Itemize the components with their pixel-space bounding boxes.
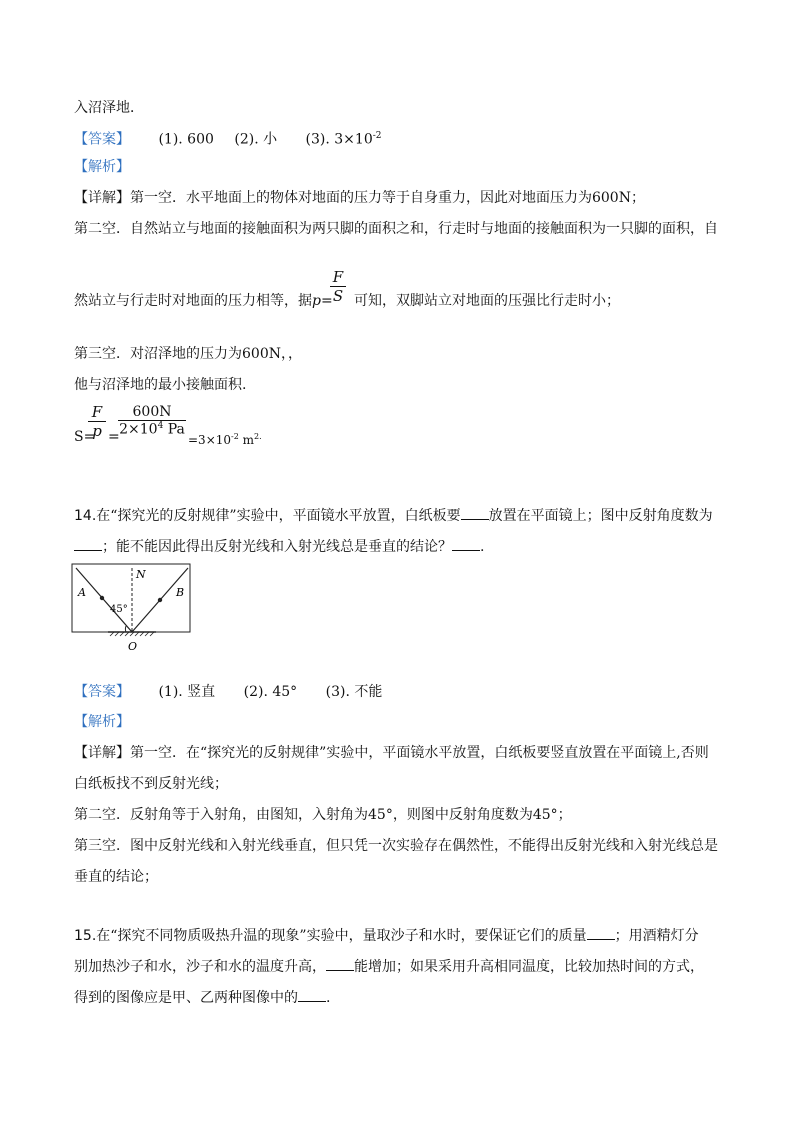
formula-prefix: p= — [312, 293, 333, 309]
detail-tag: 【详解】 — [74, 190, 130, 206]
answer-tag: 【答案】 — [74, 131, 130, 148]
detail-line: 垂直的结论； — [74, 869, 158, 885]
answer-blank — [461, 507, 489, 520]
detail-line: 【详解】第一空．在“探究光的反射规律”实验中，平面镜水平放置，白纸板要竖直放置在平面镜上,否则 — [74, 745, 709, 761]
text-line: 入沼泽地． — [74, 100, 144, 116]
question-14-cont: ；能不能因此得出反射光线和入射光线总是垂直的结论？ . — [74, 538, 484, 556]
detail-line: 第三空．对沼泽地的压力为600N，， — [74, 346, 302, 362]
fraction-numerator: F — [91, 403, 103, 421]
fraction-numerator: F — [332, 268, 344, 286]
answer-blank — [298, 989, 326, 1002]
detail-line: 第二空．反射角等于入射角，由图知，入射角为45°，则图中反射角度数为45°； — [74, 807, 572, 823]
answer-exponent: -2 — [372, 131, 382, 141]
label-n: N — [136, 568, 146, 581]
fraction-denominator: p — [92, 422, 102, 440]
formula-s-label: S= — [74, 429, 96, 445]
white-board — [72, 564, 190, 632]
fraction-denominator: S — [332, 287, 344, 305]
answer-line — [74, 683, 382, 701]
formula-result: $=3\times 10^{-2}$ $m^{2.}$ — [188, 432, 262, 447]
detail-text: 第一空．水平地面上的物体对地面的压力等于自身重力，因此对地面压力为600N； — [130, 190, 645, 206]
detail-line: 可知，双脚站立对地面的压强比行走时小； — [354, 293, 620, 309]
detail-text: 然站立与行走时对地面的压力相等，据 — [74, 293, 312, 309]
answer-item: (3). 3×10 — [305, 131, 373, 148]
question-number: 15. — [74, 928, 97, 944]
answer-blank — [74, 538, 102, 551]
ray-arrow — [100, 596, 104, 600]
question-15: 15.在“探究不同物质吸热升温的现象”实验中，量取沙子和水时，要保证它们的质量 ；用酒精灯分 — [74, 928, 699, 944]
question-14: 14.在“探究光的反射规律”实验中，平面镜水平放置，白纸板要 放置在平面镜上；图中反射角度数为 — [74, 508, 713, 524]
detail-line: 第二空．自然站立与地面的接触面积为两只脚的面积之和，行走时与地面的接触面积为一只脚的面积，自 — [74, 221, 718, 237]
answer-item: (2). 小 — [234, 131, 278, 148]
fraction-600n — [118, 404, 186, 438]
answer-blank — [587, 927, 615, 940]
label-a: A — [78, 586, 86, 599]
fraction-denominator: $2\times 10^4$ Pa — [119, 421, 185, 438]
question-15-cont: 别加热沙子和水，沙子和水的温度升高， 能增加；如果采用升高相同温度，比较加热时间的方式， — [74, 959, 704, 975]
answer-blank — [326, 958, 354, 971]
question-15-cont: 得到的图像应是甲、乙两种图像中的 . — [74, 990, 331, 1006]
detail-line — [74, 189, 645, 207]
answer-item: (1). 竖直 — [158, 684, 216, 700]
ray-arrow — [158, 598, 162, 602]
label-o: O — [128, 640, 138, 653]
answer-item: (2). 45° — [243, 684, 298, 700]
fraction-numerator: 600N — [132, 404, 172, 420]
detail-line: 第三空．图中反射光线和入射光线垂直，但只凭一次实验存在偶然性，不能得出反射光线和入射光线总是 — [74, 838, 718, 854]
angle-arc — [125, 626, 126, 632]
fraction-f-over-p — [88, 403, 106, 440]
answer-line — [74, 127, 382, 149]
detail-line: 他与沼泽地的最小接触面积. — [74, 377, 247, 393]
analysis-tag: 【解析】 — [74, 159, 130, 175]
fraction-f-over-s — [330, 268, 346, 305]
answer-tag: 【答案】 — [74, 684, 130, 700]
detail-tag: 【详解】 — [74, 745, 130, 761]
angle-label: 45° — [110, 604, 128, 615]
answer-blank — [452, 538, 480, 551]
detail-line: 白纸板找不到反射光线； — [74, 776, 228, 792]
label-b: B — [176, 586, 185, 599]
reflection-diagram — [70, 562, 194, 654]
detail-line — [74, 292, 333, 310]
question-number: 14. — [74, 508, 97, 524]
answer-item: (3). 不能 — [325, 684, 383, 700]
equals-sign: = — [108, 429, 120, 445]
analysis-tag: 【解析】 — [74, 714, 130, 730]
answer-item: (1). 600 — [158, 131, 214, 148]
incident-ray — [76, 568, 132, 632]
